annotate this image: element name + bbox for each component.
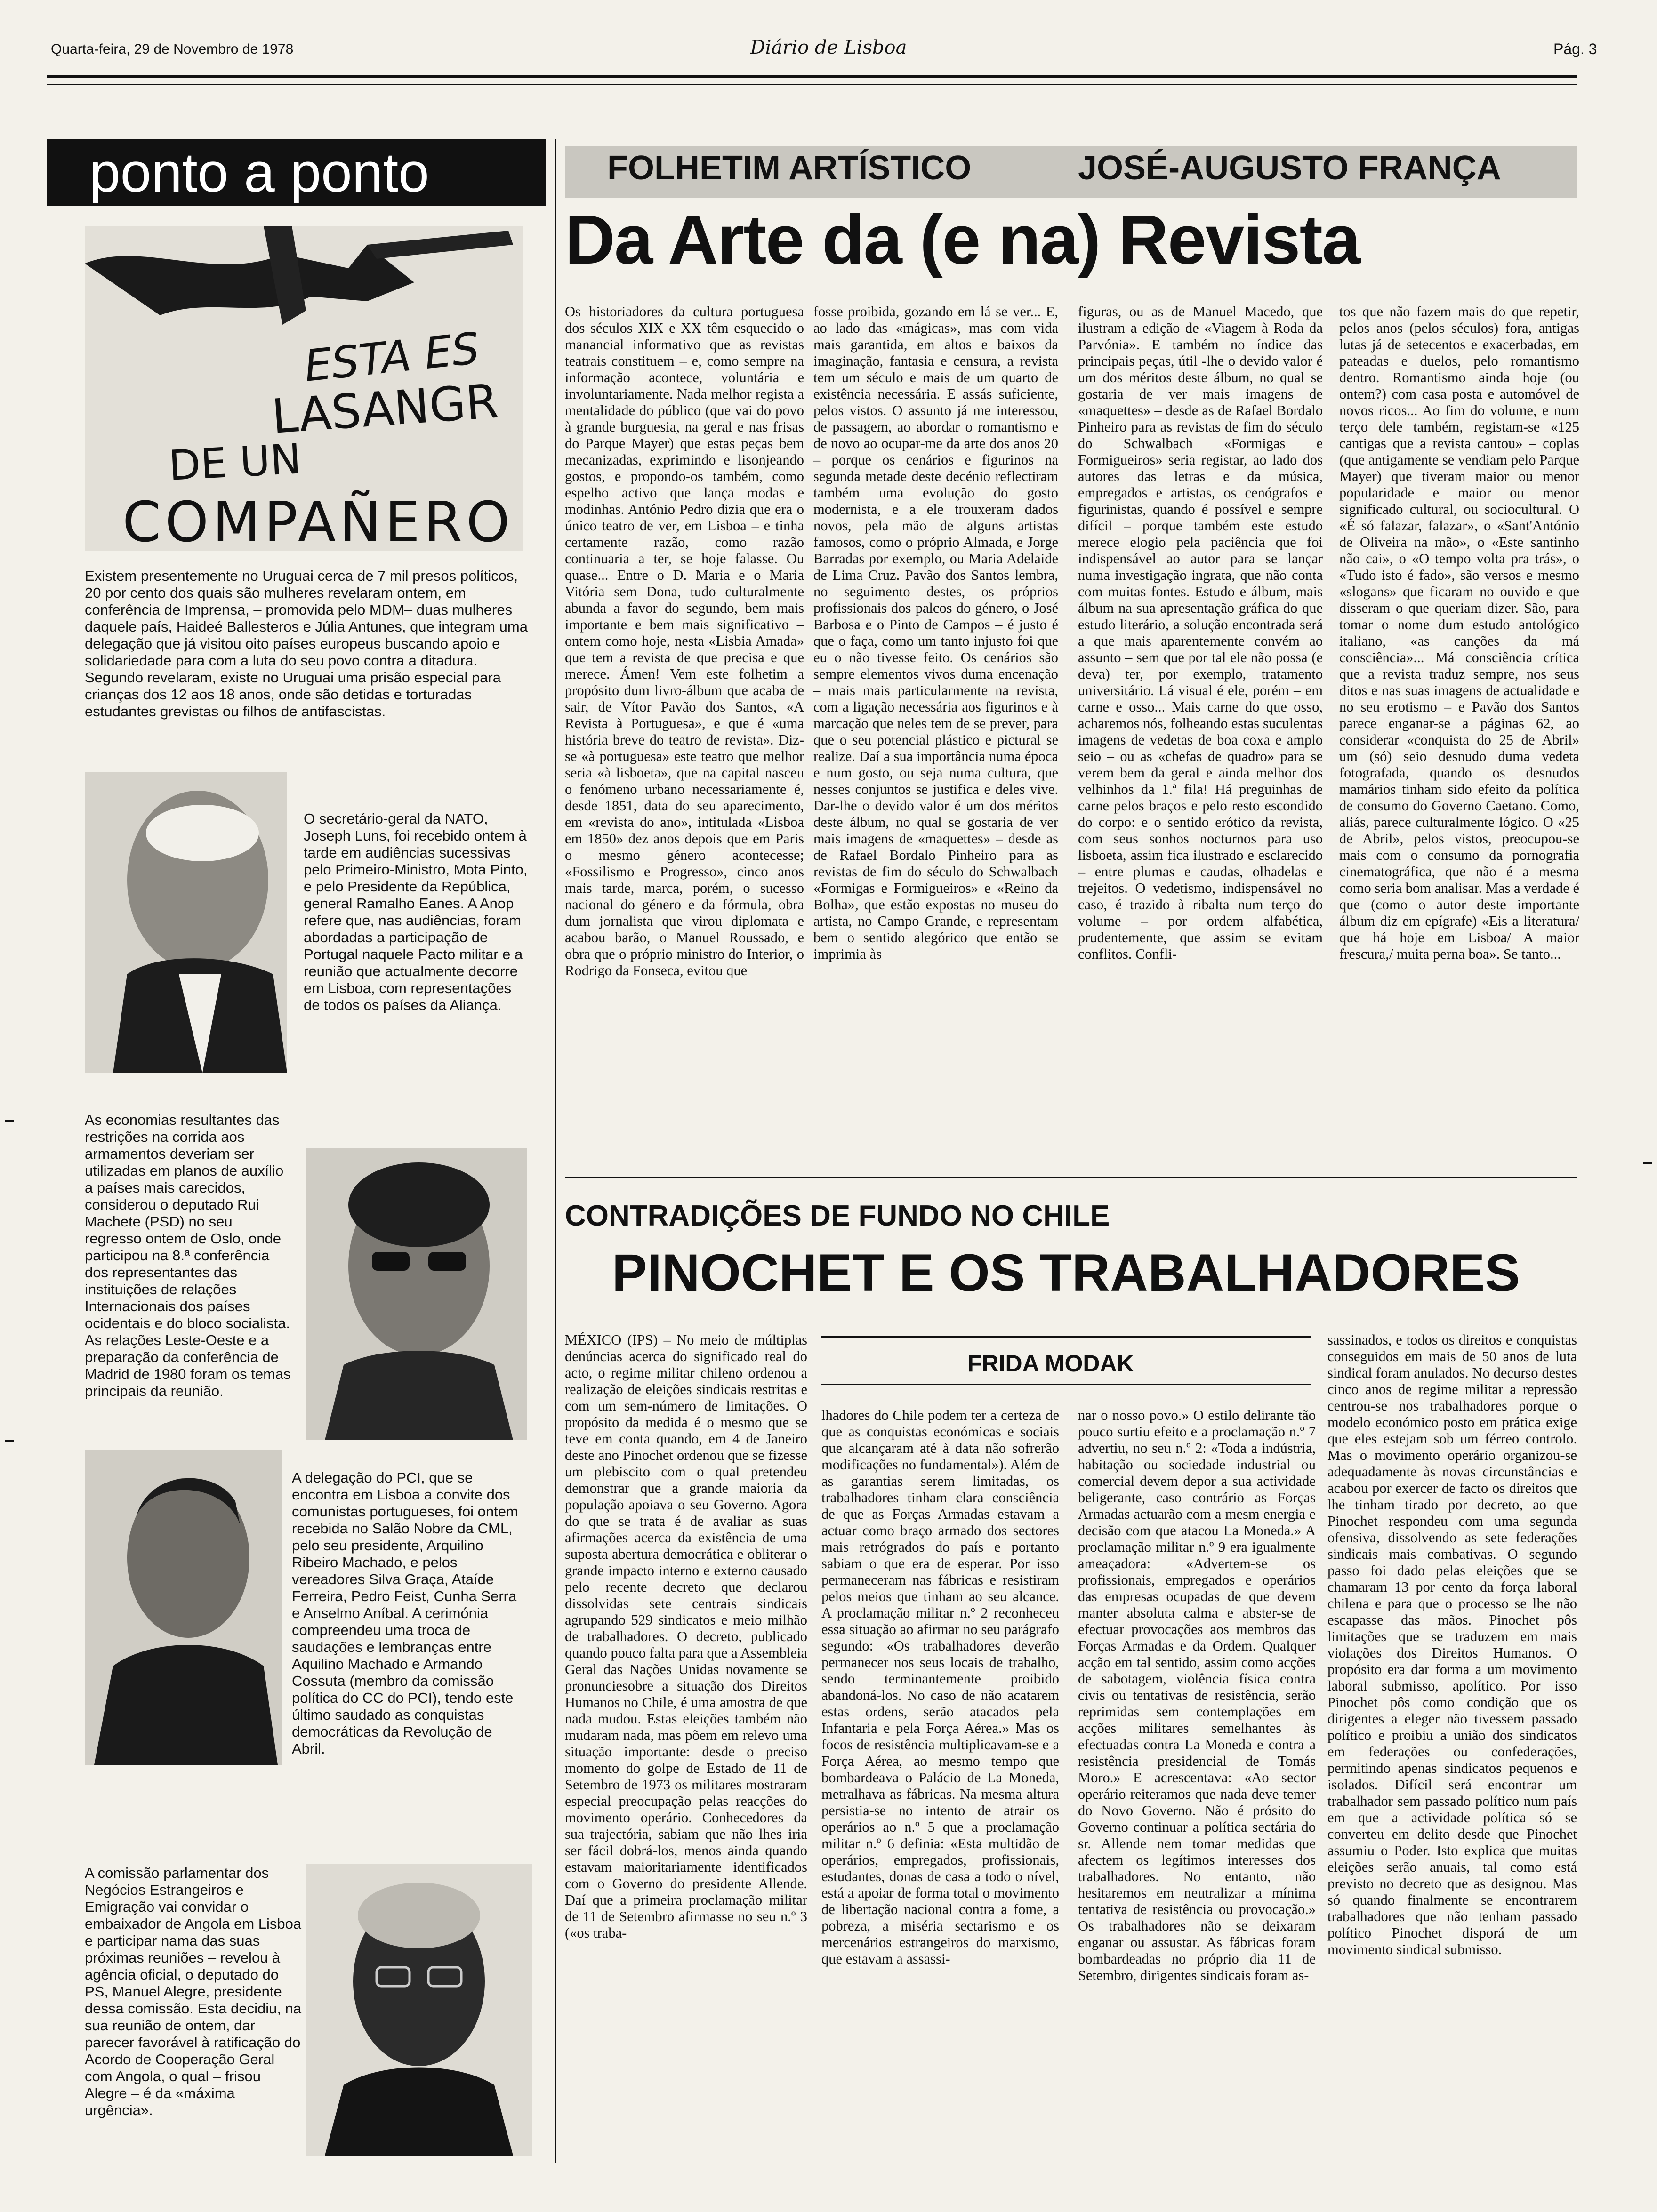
left-column-divider xyxy=(555,139,556,2163)
newspaper-title: Diário de Lisboa xyxy=(750,37,907,58)
folhetim-kicker: FOLHETIM ARTÍSTICO xyxy=(607,149,972,187)
angola-brief: A comissão parlamentar dos Negócios Estrangeiros e Emigração vai convidar o embaixador de Angola em Lisboa e participar nama das suas próximas reuniões – revelou à agência oficial, o deputado do PS, Manuel Alegre, presidente dessa comissão. Esta decidiu, na sua reunião de ontem, dar parecer favorável à ratificação do Acordo de Cooperação Geral com Angola, o qual – frisou Alegre – é da «máxima urgência». xyxy=(85,1865,302,2118)
svg-text:ESTA ES: ESTA ES xyxy=(302,323,482,392)
chile-byline: FRIDA MODAK xyxy=(967,1350,1134,1377)
folhetim-bottom-rule xyxy=(565,1177,1577,1178)
folhetim-column-1: Os historiadores da cultura portuguesa dos séculos XIX e XX têm esquecido o manancial informativo que as revistas teatrais constituem – e, como sempre na informação acontece, voluntária e involuntariamente. Nada melhor regista a mentalidade do público (que vai do povo à grande burguesia, na geral e nas frisas do Parque Mayer) que estas peças bem mecanizadas, exprimindo e lisonjeando gostos, e propondo-os também, como espelho activo que lança modas e modinhas. António Pedro dizia que era o único teatro de ver, em Lisboa – e tinha certamente razão, como razão continuaria a ter, se hoje falasse. Ou quase... Entre o D. Maria e o Maria Vitória sem Dona, tudo culturalmente abunda a favor do segundo, bem mais importante e bem mais significativo – ontem como hoje, nesta «Lisbia Amada» que tem a revista de que precisa e que merece. Ámen! Vem este folhetim a propósito dum livro-álbum que acaba de sair, de Vítor Pavão dos Santos, «A Revista à Portuguesa», e que é «uma história breve do teatro de revista». Diz-se «à portuguesa» este teatro que melhor seria «à lisboeta», que na capital nasceu o fenómeno urbano necessariamente é, desde 1851, data do seu aparecimento, em «revista do ano», intitulada «Lisboa em 1850» dez anos depois que em Paris o mesmo género acontecesse; «Fossilismo e Progresso», cinco anos mais tarde, marca, porém, o sucesso nacional do género e da fórmula, obra dum jornalista que virou diplomata e acabou barão, o Manuel Roussado, e obra que o próprio ministro do Interior, o Rodrigo da Fonseca, evitou que xyxy=(565,304,804,978)
margin-mark xyxy=(5,1440,14,1442)
chile-column-2: lhadores do Chile podem ter a certeza de que as conquistas económicas e sociais que alcançaram até à data não sofrerão modificações no fundamental»). Além de as garantias serem limitadas, os trabalhadores tinham clara consciência de que as Forças Armadas estavam a actuar como braço armado dos sectores mais retrógrados do país e portanto sabiam o que era de esperar. Por isso permaneceram nas fábricas e resistiram pelos meios que tinham ao seu alcance. A proclamação militar n.º 2 reconheceu essa situação ao afirmar no seu parágrafo segundo: «Os trabalhadores deverão permanecer nos seus locais de trabalho, sendo terminantemente proibido abandoná-los. No caso de não acatarem estas ordens, serão atacados pela Infantaria e pela Força Aérea.» Mas os focos de resistência multiplicavam-se e a Força Aérea, ao mesmo tempo que bombardeava o Palácio de La Moneda, metralhava as fábricas. Na mesma altura persistia-se no intento de atrair os operários ao n.º 5 que a proclamação militar n.º 6 definia: «Esta multidão de operários, empregados, profissionais, estudantes, donas de casa a todo o nível, está a apoiar de forma total o movimento de libertação nacional contra a fome, a pobreza, a miséria sectarismo e os mercenários estrangeiros do marxismo, que estavam a assassi- xyxy=(821,1407,1059,1967)
folhetim-column-4: tos que não fazem mais do que repetir, pelos anos (pelos séculos) fora, antigas lutas já de setecentos e exacerbadas, em pateadas e duelos, pelo romantismo dentro. Romantismo ainda hoje (ou ontem?) com casa posta e automóvel de novos ricos... Ao fim do volume, e num terço dele também, registam-se «125 cantigas que a revista cantou» – coplas (que antigamente se vendiam pelo Parque Mayer) que tiveram maior ou menor popularidade e maior ou menor significado cultural, ou sociocultural. O «É só falazar, falazar», o «Sant'António de Oliveira na mão», o «Este santinho não cai», o «O tempo volta pra trás», o «Tudo isto é fado», são versos e mesmo «slogans» que ficaram no ouvido e que disseram o que queriam dizer. São, para tomar o nome dum estudo antológico italiano, «as canções da má consciência»... Má consciência crítica que a revista traduz sempre, nos seus ditos e nas suas imagens de actualidade e no seu erotismo – e Pavão dos Santos parece enganar-se a páginas 62, ao considerar «conquista do 25 de Abril» um (só) seio desnudo duma vedeta fotografada, quando os desnudos mamários tinham sido efeito da política de consumo do Governo Caetano. Como, aliás, parece culturalmente lógico. O «25 de Abril», pelos vistos, preocupou-se mais com o consumo da pornografia cinematográfica, que não é a mesma como seria bom analisar. Mas a verdade é que (como o autor deste importante álbum diz em epígrafe) «Eis a literatura/ que há hoje em Lisboa/ A maior frescura,/ muita perna boa». Se tanto... xyxy=(1339,304,1579,962)
page-number: Pág. 3 xyxy=(1553,40,1597,57)
header-rule-thin xyxy=(47,84,1577,85)
pci-brief: A delegação do PCI, que se encontra em Lisboa a convite dos comunistas portugueses, foi ontem recebida no Salão Nobre da CML, pelo seu presidente, Arquilino Ribeiro Machado, e pelos vereadores Silva Graça, Ataíde Ferreira, Pedro Feist, Cunha Serra e Anselmo Aníbal. A cerimónia compreendeu uma troca de saudações e lembranças entre Aquilino Machado e Armando Cossuta (membro da comissão política do CC do PCI), tendo este último saudado as conquistas democráticas da Revolução de Abril. xyxy=(292,1469,518,1757)
machete-brief: As economias resultantes das restrições na corrida aos armamentos deveriam ser utilizadas em planos de auxílio a países mais carecidos, considerou o deputado Rui Machete (PSD) no seu regresso ontem de Oslo, onde participou na 8.ª conferência dos representantes das instituições de relações Internacionais dos países ocidentais e do bloco socialista. As relações Leste-Oeste e a preparação da conferência de Madrid de 1980 foram os temas principais da reunião. xyxy=(85,1112,291,1399)
margin-mark xyxy=(1643,1162,1652,1164)
graffiti-photo xyxy=(85,226,523,551)
pci-photo xyxy=(85,1450,282,1765)
alegre-photo xyxy=(306,1864,532,2156)
section-title: ponto a ponto xyxy=(89,142,429,204)
folhetim-title: Da Arte da (e na) Revista xyxy=(565,201,1360,279)
nato-brief: O secretário-geral da NATO, Joseph Luns, foi recebido ontem à tarde em audiências sucessivas pelo Primeiro-Ministro, Mota Pinto, e pelo Presidente da República, general Ramalho Eanes. A Anop refere que, nas audiências, foram abordadas a participação de Portugal naquele Pacto militar e a reunião que actualmente decorre em Lisboa, com representações de todos os países da Aliança. xyxy=(304,810,528,1013)
folhetim-column-2: fosse proibida, gozando em lá se ver... E, ao lado das «mágicas», mas com vida mais garantida, em altos e baixos da imaginação, fantasia e censura, a revista tem um século e mais de um quarto de existência necessária. E assás suficiente, pelos vistos. O assunto já me interessou, de passagem, ao abordar o romantismo e de novo ao ocupar-me da arte dos anos 20 – porque os cenários e figurinos na segunda metade deste decénio reflectiram também uma evolução do gosto modernista, e a ele trouxeram dados novos, pela mão de alguns artistas famosos, como o próprio Almada, e Jorge Barradas por exemplo, ou Maria Adelaide de Lima Cruz. Pavão dos Santos lembra, no seguimento destes, os próprios profissionais dos palcos do género, o José Barbosa e o Pinto de Campos – é justo é que o faça, como um tanto injusto foi que eu o não tivesse feito. Os cenários são sempre elementos vivos duma encenação – mais mais particularmente na revista, com a ligação necessária aos figurinos e à marcação que neles tem de se prever, para que o seu potencial plástico e pictural se realize. Daí a sua importância numa época e num gosto, ou seja numa cultura, que nesses conjuntos se justifica e deles vive. Dar-lhe o devido valor é um dos méritos deste álbum, no qual se gostaria de ver mais imagens de «maquettes» – desde as de Rafael Bordalo Pinheiro para as revistas de fim do século do Schwalbach «Formigas e Formigueiros» e «Reino da Bolha», que estão expostas no museu do artista, no Campo Grande, e representam bem o sentido alegórico que então se imprimia às xyxy=(813,304,1058,962)
byline-rule-top xyxy=(821,1336,1311,1338)
svg-text:DE UN: DE UN xyxy=(167,434,303,490)
chile-column-1: MÉXICO (IPS) – No meio de múltiplas denúncias acerca do significado real do acto, o regime militar chileno ordenou a realização de eleições sindicais restritas e com um sem-número de limitações. O propósito da medida é o mesmo que se teve em conta quando, em 4 de Janeiro deste ano Pinochet ordenou que se fizesse um plebiscito com o qual pretendeu demonstrar que a grande maioria da população apoiava o seu Governo. Agora do que se trata é de avaliar as suas afirmações acerca da existência de uma suposta abertura democrática e obliterar o grande impacto interno e externo causado pelo recente decreto que declarou dissolvidas sete centrais sindicais agrupando 529 sindicatos e meio milhão de trabalhadores. O decreto, publicado quando pouco falta para que a Assembleia Geral das Nações Unidas novamente se pronunciesobre a situação dos Direitos Humanos no Chile, é uma amostra de que nada mudou. Estas eleições também não mudaram nada, mas põem em relevo uma situação importante: desde o preciso momento do golpe de Estado de 11 de Setembro de 1973 os militares mostraram especial preocupação pelas reacções do movimento operário. Conhecedores da sua trajectória, sabiam que não lhes iria ser fácil dobrá-los, menos ainda quando estavam maioritariamente identificados com o Governo do presidente Allende. Daí que a primeira proclamação militar de 11 de Setembro afirmasse no seu n.º 3 («os traba- xyxy=(565,1332,807,1941)
margin-mark xyxy=(5,1120,14,1122)
chile-column-4: sassinados, e todos os direitos e conquistas conseguidos em mais de 50 anos de luta sindical foram anulados. No decurso destes cinco anos de regime militar a repressão centrou-se nos trabalhadores porque o modelo económico posto em prática exige que eles estejam sob um férreo controlo. Mas o movimento operário organizou-se adequadamente às novas circunstâncias e acabou por exercer de facto os direitos que lhe tinham tirado por decreto, ao que Pinochet respondeu com uma segunda ofensiva, dissolvendo as sete federações sindicais mais combativas. O segundo passo foi dado pelas eleições que se chamaram 13 por cento da força laboral chilena e para que o processo se lhe não escapasse das mãos. Pinochet pôs limitações que se traduzem em mais violações dos Direitos Humanos. O propósito era dar forma a um movimento laboral submisso, apolítico. Por isso Pinochet pôs como condição que os dirigentes a eleger não tivessem passado político e proibiu a união dos sindicatos em federações ou confederações, permitindo apenas sindicatos pequenos e isolados. Difícil será encontrar um trabalhador sem passado político num país em que a actividade política só se converteu em delito desde que Pinochet assumiu o Poder. Isto explica que muitas eleições serão anuais, tal como está previsto no decreto que as designou. Mas só quando finalmente se encontrarem trabalhadores que não tenham passado político Pinochet disporá de um movimento sindical submisso. xyxy=(1327,1332,1577,1957)
header-rule xyxy=(47,75,1577,78)
byline-rule-bottom xyxy=(821,1384,1311,1385)
chile-column-3: nar o nosso povo.» O estilo delirante tão pouco surtiu efeito e a proclamação n.º 7 advertiu, no seu n.º 2: «Toda a indústria, habitação ou sociedade industrial ou comercial devem depor a sua actividade beligerante, caso contrário as Forças Armadas actuarão com a mesm energia e decisão com que atacou La Moneda.» A proclamação militar n.º 9 era igualmente ameaçadora: «Advertem-se os profissionais, empregados e operários das empresas ocupadas de que devem manter absoluta calma e abster-se de efectuar provocações aos membros das Forças Armadas e da Ordem. Qualquer acção em tal sentido, assim como acções de sabotagem, violência física contra civis ou tentativas de resistência, serão reprimidas sem contemplações em acções militares semelhantes às efectuadas contra La Moneda e contra a resistência presidencial de Tomás Moro.» E acrescentava: «Ao sector operário reiteramos que nada deve temer do Novo Governo. Não é prósito do Governo continuar a política sectária do sr. Allende nem tomar medidas que afectem os legítimos interesses dos trabalhadores. No entanto, não hesitaremos em neutralizar a mínima tentativa de resistência ou provocação.» Os trabalhadores não se deixaram enganar ou assustar. As fábricas foram bombardeadas no próprio dia 11 de Setembro, dirigentes sindicais foram as- xyxy=(1078,1407,1316,1983)
svg-text:COMPAÑERO: COMPAÑERO xyxy=(122,489,514,551)
issue-date: Quarta-feira, 29 de Novembro de 1978 xyxy=(51,41,294,57)
uruguay-brief: Existem presentemente no Uruguai cerca de 7 mil presos políticos, 20 por cento dos quais são mulheres revelaram ontem, em conferência de Imprensa, – promovida pelo MDM– duas mulheres daquele país, Haideé Ballesteros e Júlia Antunes, que integram uma delegação que já visitou oito países europeus buscando apoio e solidariedade para com a luta do seu povo contra a ditadura. Segundo revelaram, existe no Uruguai uma prisão especial para crianças dos 12 aos 18 anos, onde são detidas e torturadas estudantes grevistas ou filhos de antifascistas. xyxy=(85,568,528,720)
luns-photo xyxy=(85,772,287,1073)
chile-kicker: CONTRADIÇÕES DE FUNDO NO CHILE xyxy=(565,1200,1110,1232)
machete-photo xyxy=(306,1148,527,1440)
chile-title: PINOCHET E OS TRABALHADORES xyxy=(612,1243,1520,1302)
folhetim-column-3: figuras, ou as de Manuel Macedo, que ilustram a edição de «Viagem à Roda da Parvónia». E também no índice das principais peças, útil -lhe o devido valor é um dos méritos deste álbum, no qual se gostaria de ver mais imagens de «maquettes» – desde as de Rafael Bordalo Pinheiro para as revistas de fim do século do Schwalbach «Formigas e Formigueiros» seria registar, ao lado dos autores das letras e da música, empregados e artistas, os cenógrafos e figurinistas, quando é possível e sempre difícil – porque também este estudo merece elogio pela paciência que foi indispensável ao autor para se lançar numa investigação ingrata, que não conta com muitas fontes. Estudo e álbum, mais álbum na sua apresentação gráfica do que estudo literário, a solução encontrada será a que mais aparentemente convém ao assunto – sem que por tal ele não possa (e deva) ter, por exemplo, tratamento universitário. Lá visual é ele, porém – em carne e osso... Mais carne do que osso, acharemos nós, folheando estas suculentas imagens de vedetas de boa coxa e amplo seio – ou as «chefas de quadro» para se verem bem da geral e ainda melhor dos velhinhos da 1.ª fila! Há preguinhas de carne pelos braços e pelo resto escondido do corpo: e o sentido erótico da revista, com seus sonhos nocturnos para uso lisboeta, assim fica ilustrado e esclarecido – entre plumas e caudas, olhadelas e trejeitos. O vedetismo, indispensável no caso, é trazido à ribalta num terço do volume – por ordem alfabética, prudentemente, que assim se evitam conflitos. Confli- xyxy=(1078,304,1323,962)
folhetim-author: JOSÉ-AUGUSTO FRANÇA xyxy=(1078,149,1501,187)
svg-text:LASANGR: LASANGR xyxy=(270,373,500,444)
